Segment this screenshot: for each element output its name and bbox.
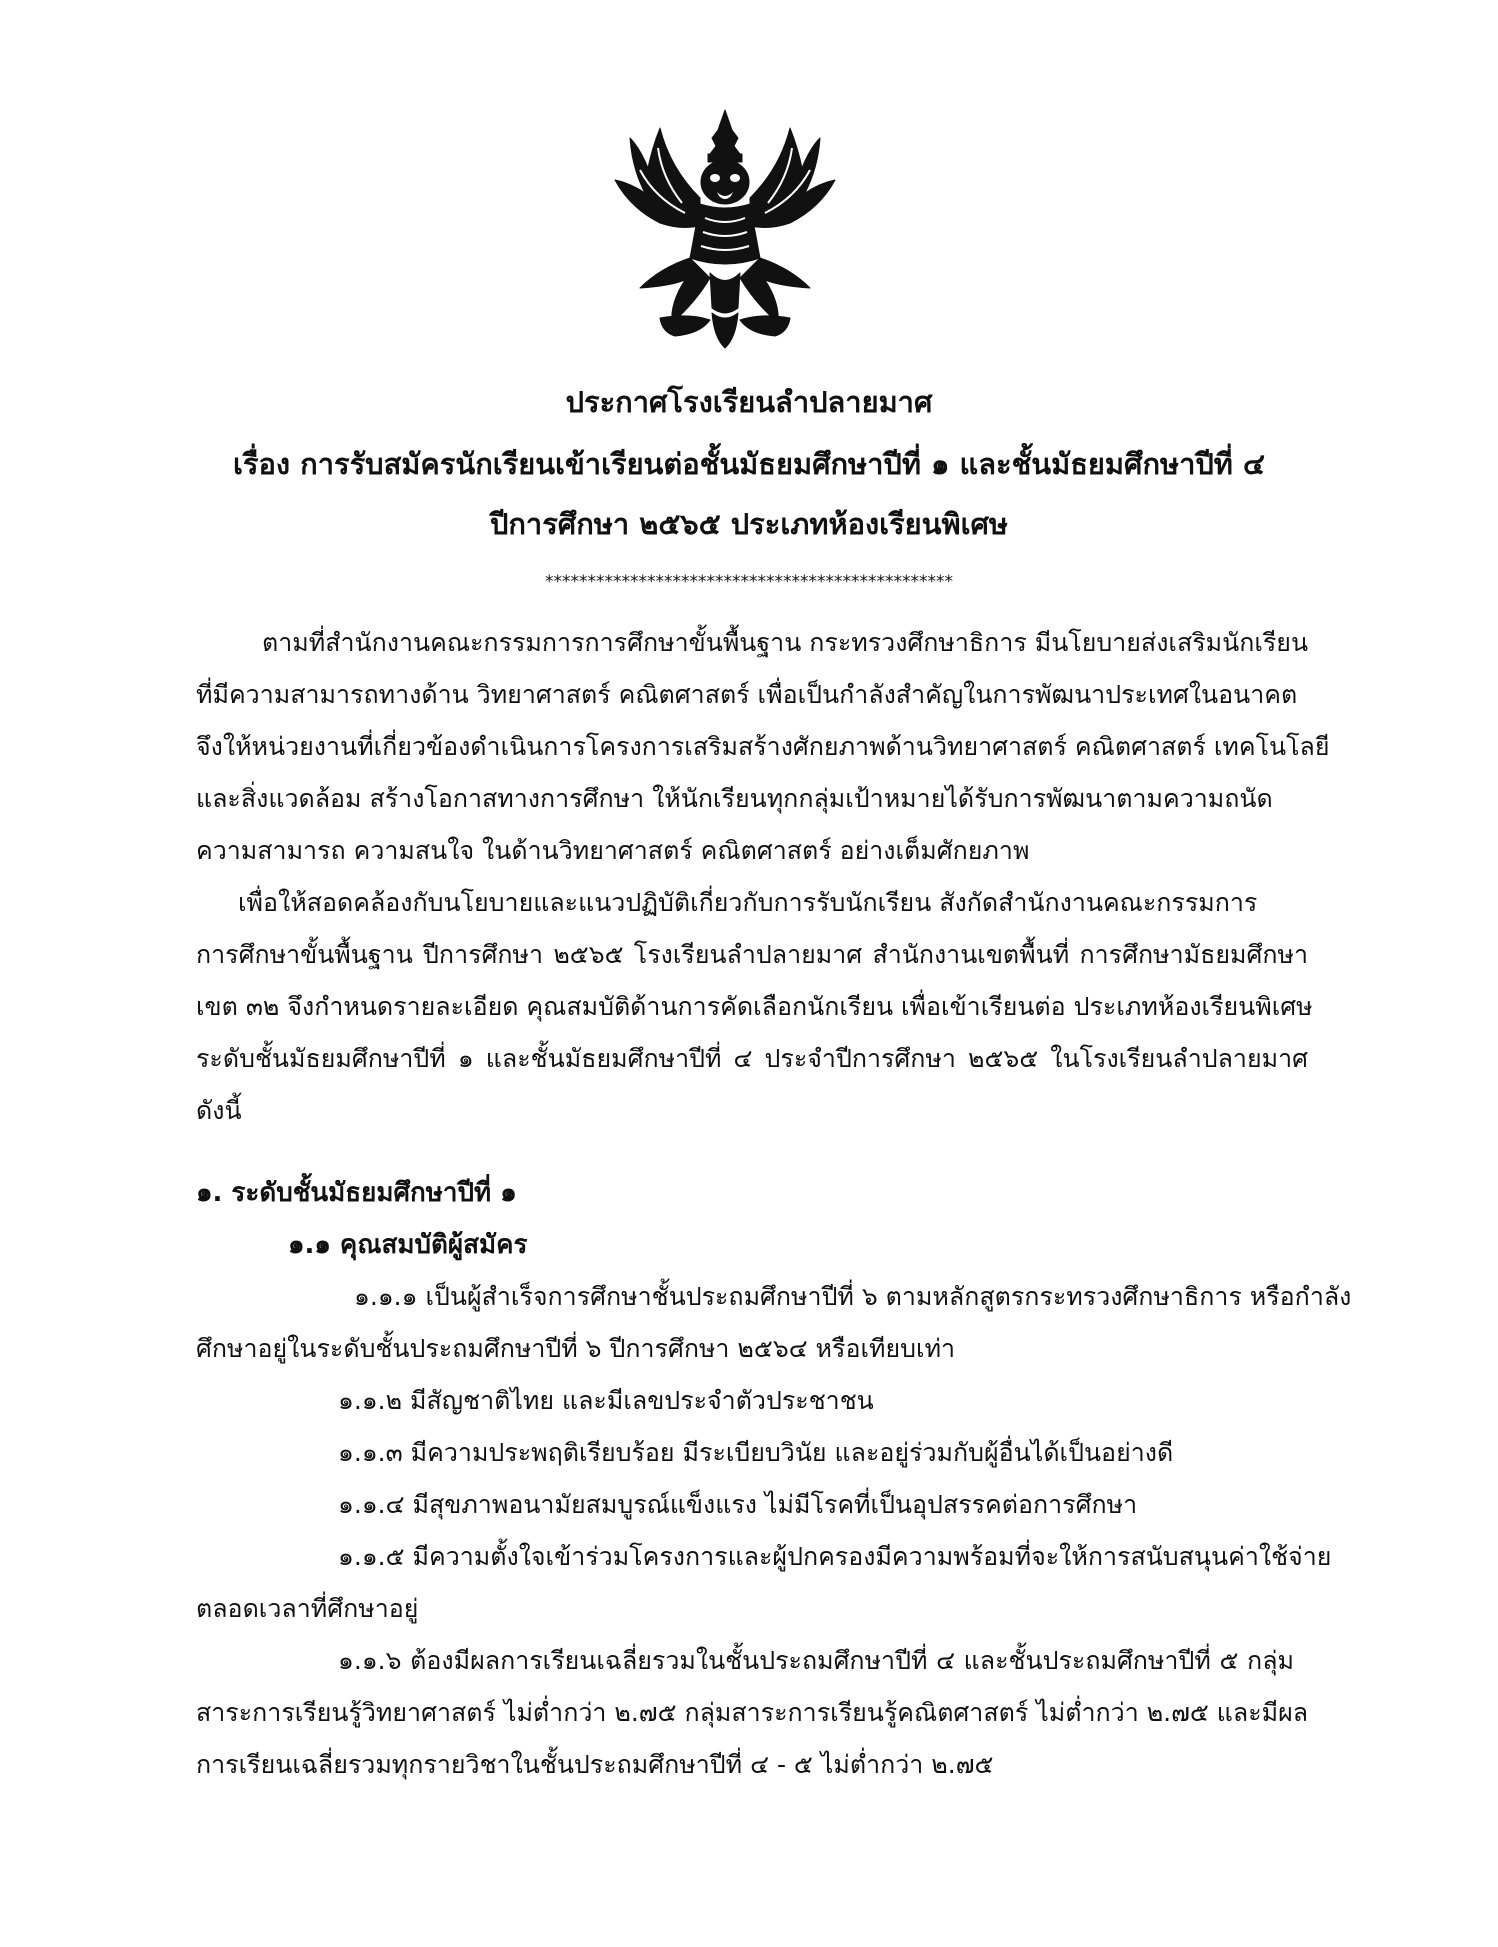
- item-1-1-2: ๑.๑.๒ มีสัญชาติไทย และมีเลขประจำตัวประชาชน: [338, 1386, 874, 1415]
- item-1-1-5-line-2: ตลอดเวลาที่ศึกษาอยู่: [196, 1594, 419, 1623]
- separator-line: ************************************************: [545, 572, 953, 592]
- intro-p1-line-2: ที่มีความสามารถทางด้าน วิทยาศาสตร์ คณิตศาสตร์ เพื่อเป็นกำลังสำคัญในการพัฒนาประเทศในอนาคต: [196, 680, 1298, 709]
- announcement-title: ประกาศโรงเรียนลำปลายมาศ: [565, 385, 933, 419]
- item-1-1-5-line-1: ๑.๑.๕ มีความตั้งใจเข้าร่วมโครงการและผู้ปกครองมีความพร้อมที่จะให้การสนับสนุนค่าใช้จ่าย: [338, 1542, 1332, 1571]
- intro-p2-line-2: การศึกษาขั้นพื้นฐาน ปีการศึกษา ๒๕๖๕ โรงเรียนลำปลายมาศ สำนักงานเขตพื้นที่ การศึกษามัธยมศึกษา: [196, 940, 1308, 969]
- item-1-1-3: ๑.๑.๓ มีความประพฤติเรียบร้อย มีระเบียบวินัย และอยู่ร่วมกับผู้อื่นได้เป็นอย่างดี: [338, 1438, 1174, 1467]
- item-1-1-6-line-2: สาระการเรียนรู้วิทยาศาสตร์ ไม่ต่ำกว่า ๒.๗๕ กลุ่มสาระการเรียนรู้คณิตศาสตร์ ไม่ต่ำกว่า ๒.๗๕ และมีผล: [196, 1698, 1309, 1727]
- intro-p2-line-5: ดังนี้: [196, 1096, 242, 1125]
- item-1-1-4: ๑.๑.๔ มีสุขภาพอนามัยสมบูรณ์แข็งแรง ไม่มีโรคที่เป็นอุปสรรคต่อการศึกษา: [338, 1490, 1138, 1519]
- intro-p1-line-4: และสิ่งแวดล้อม สร้างโอกาสทางการศึกษา ให้นักเรียนทุกกลุ่มเป้าหมายได้รับการพัฒนาตามความถนัด: [196, 784, 1273, 813]
- intro-p2-line-4: ระดับชั้นมัธยมศึกษาปีที่ ๑ และชั้นมัธยมศึกษาปีที่ ๔ ประจำปีการศึกษา ๒๕๖๕ ในโรงเรียนลำปลายมาศ: [196, 1044, 1308, 1073]
- item-1-1-6-line-1: ๑.๑.๖ ต้องมีผลการเรียนเฉลี่ยรวมในชั้นประถมศึกษาปีที่ ๔ และชั้นประถมศึกษาปีที่ ๕ กลุ่ม: [338, 1646, 1294, 1675]
- intro-p2-line-1: เพื่อให้สอดคล้องกับนโยบายและแนวปฏิบัติเกี่ยวกับการรับนักเรียน สังกัดสำนักงานคณะกรรมการ: [238, 888, 1258, 917]
- announcement-subject: เรื่อง การรับสมัครนักเรียนเข้าเรียนต่อชั้นมัธยมศึกษาปีที่ ๑ และชั้นมัธยมศึกษาปีที่ ๔: [233, 447, 1265, 481]
- intro-p1-line-3: จึงให้หน่วยงานที่เกี่ยวข้องดำเนินการโครงการเสริมสร้างศักยภาพด้านวิทยาศาสตร์ คณิตศาสตร์ เทคโนโลยี: [196, 732, 1330, 761]
- item-1-1-6-line-3: การเรียนเฉลี่ยรวมทุกรายวิชาในชั้นประถมศึกษาปีที่ ๔ - ๕ ไม่ต่ำกว่า ๒.๗๕: [196, 1750, 994, 1779]
- announcement-year: ปีการศึกษา ๒๕๖๕ ประเภทห้องเรียนพิเศษ: [489, 507, 1009, 541]
- section-1-1-heading: ๑.๑ คุณสมบัติผู้สมัคร: [288, 1230, 528, 1260]
- garuda-emblem-icon: [600, 108, 850, 353]
- item-1-1-1-line-1: ๑.๑.๑ เป็นผู้สำเร็จการศึกษาชั้นประถมศึกษาปีที่ ๖ ตามหลักสูตรกระทรวงศึกษาธิการ หรือกำลัง: [354, 1282, 1352, 1311]
- intro-p1-line-1: ตามที่สำนักงานคณะกรรมการการศึกษาขั้นพื้นฐาน กระทรวงศึกษาธิการ มีนโยบายส่งเสริมนักเรียน: [262, 628, 1309, 657]
- intro-p1-line-5: ความสามารถ ความสนใจ ในด้านวิทยาศาสตร์ คณิตศาสตร์ อย่างเต็มศักยภาพ: [196, 836, 1030, 865]
- section-1-heading: ๑. ระดับชั้นมัธยมศึกษาปีที่ ๑: [196, 1178, 517, 1208]
- item-1-1-1-line-2: ศึกษาอยู่ในระดับชั้นประถมศึกษาปีที่ ๖ ปีการศึกษา ๒๕๖๔ หรือเทียบเท่า: [196, 1334, 956, 1363]
- intro-p2-line-3: เขต ๓๒ จึงกำหนดรายละเอียด คุณสมบัติด้านการคัดเลือกนักเรียน เพื่อเข้าเรียนต่อ ประเภทห้องเรียนพิเศษ: [196, 992, 1313, 1021]
